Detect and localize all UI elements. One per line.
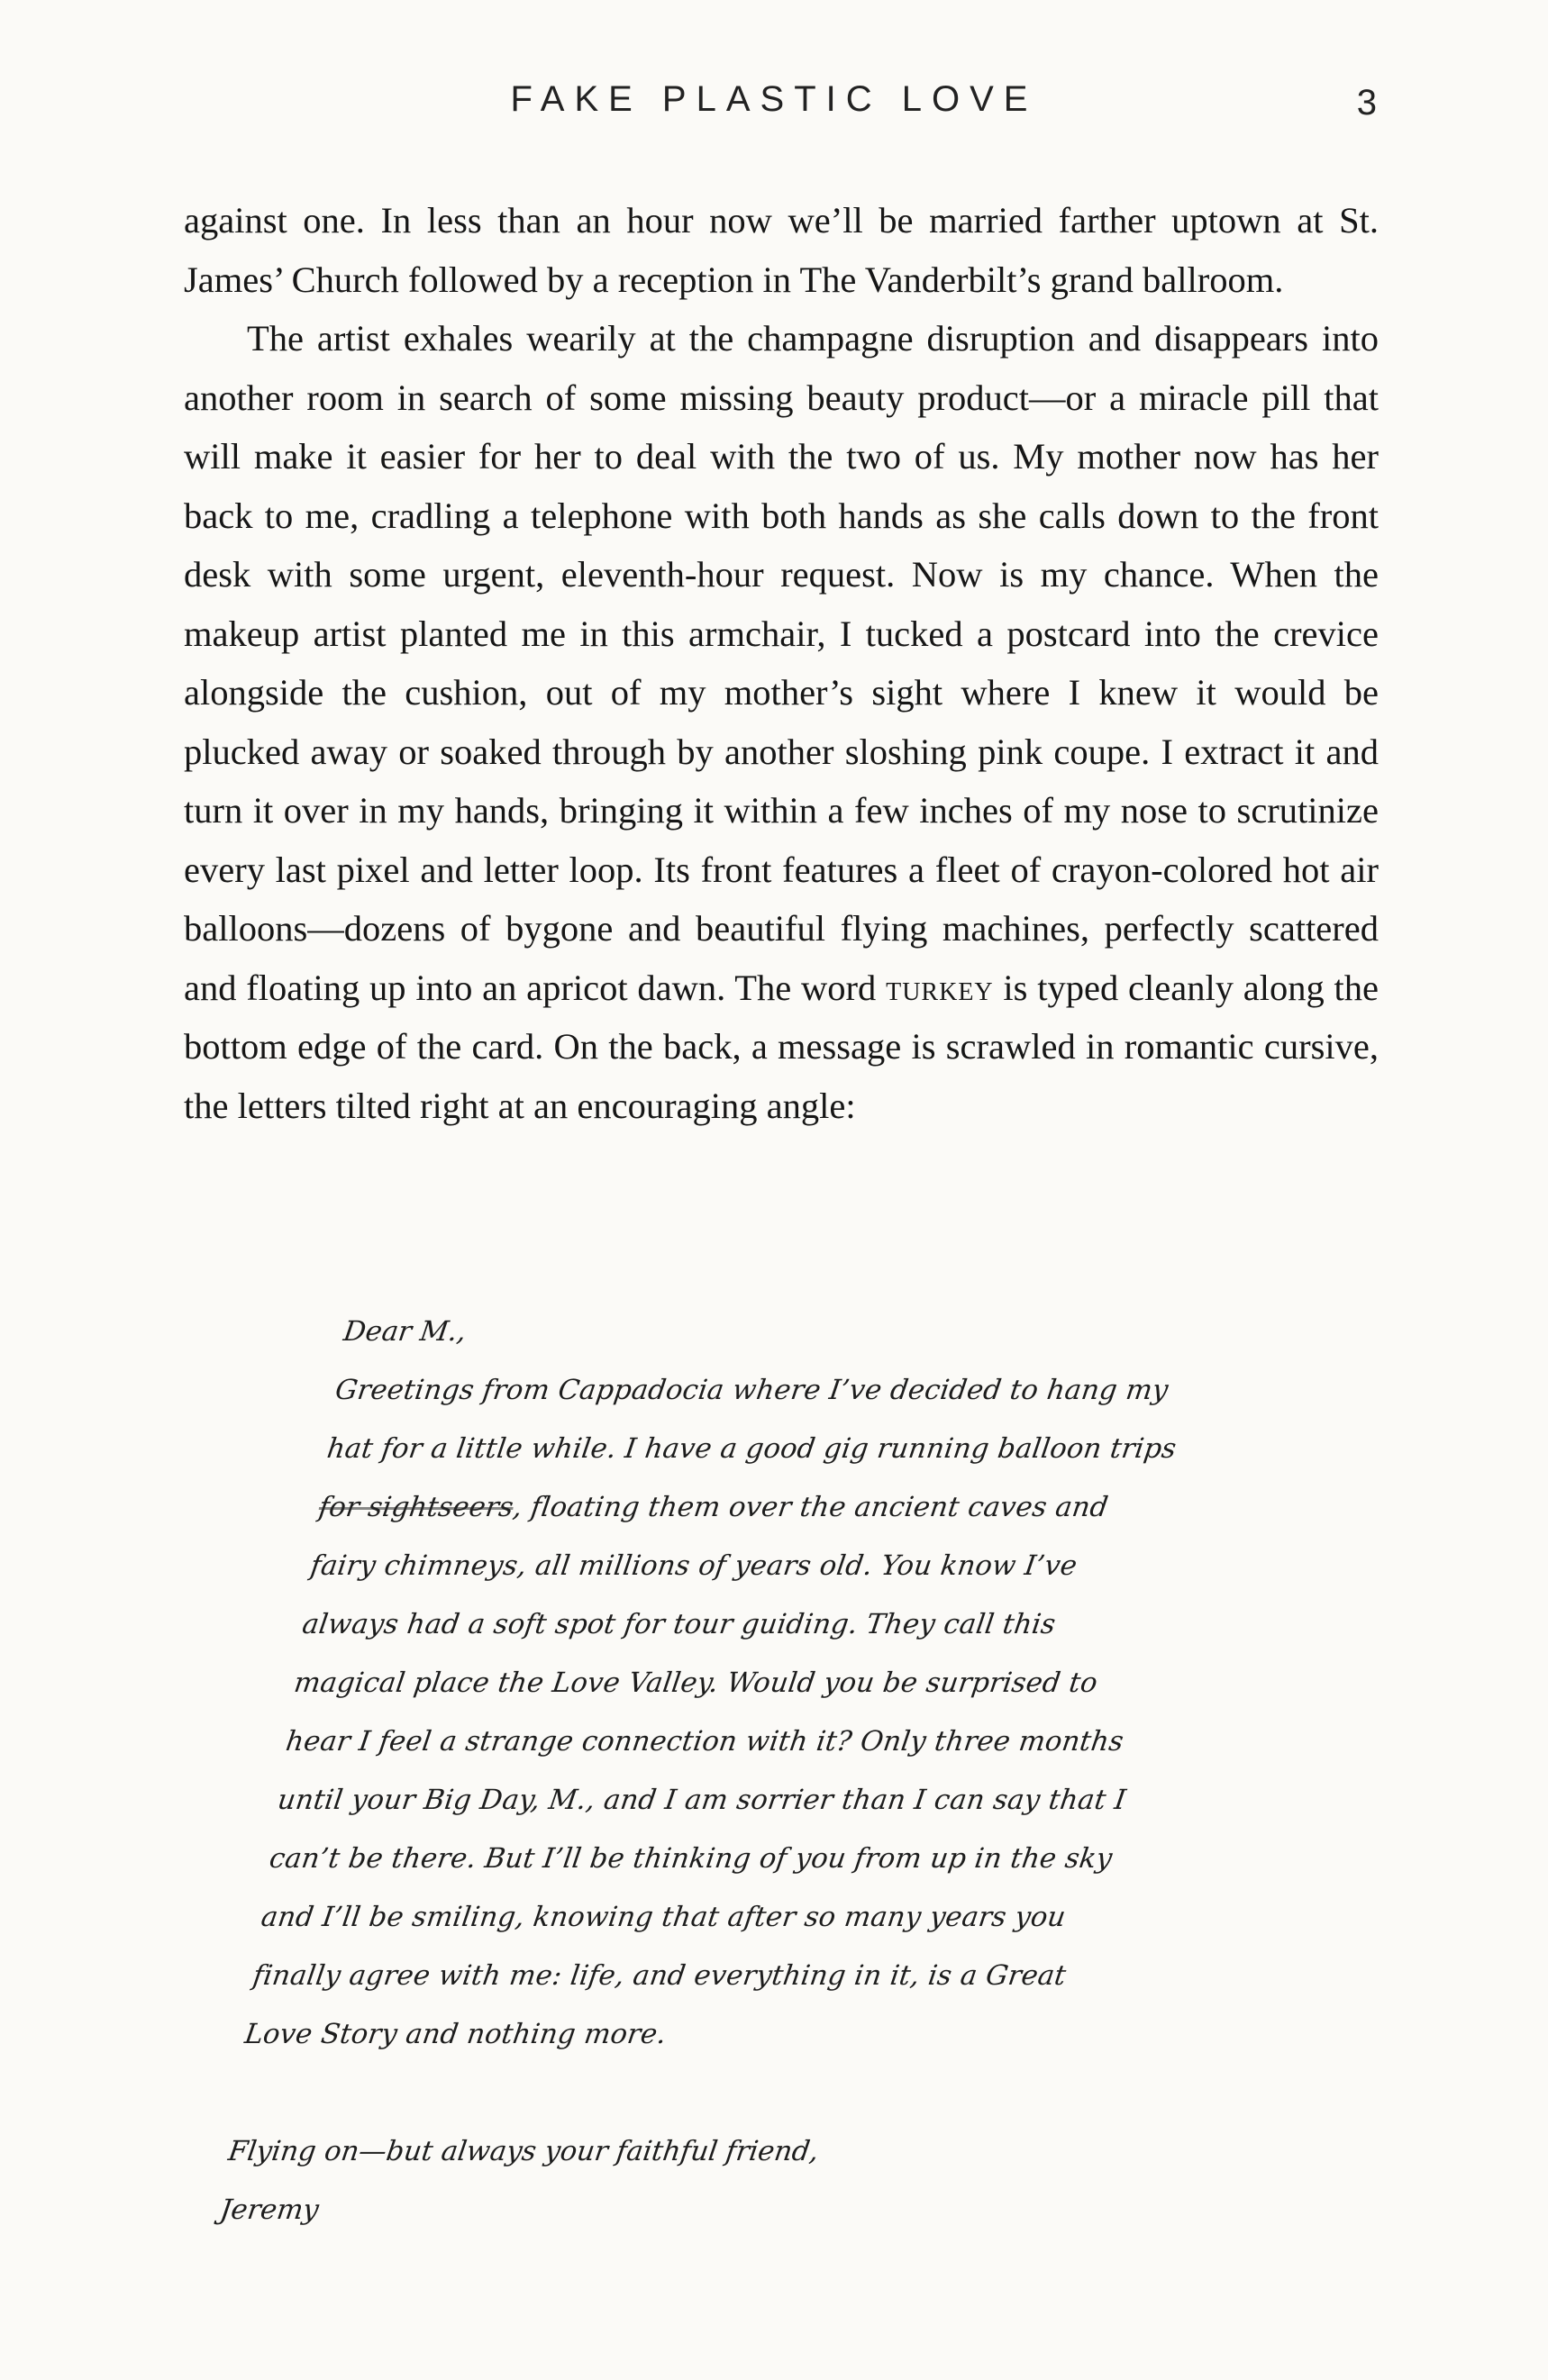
paragraph-2-text-b: is typed cleanly along the bottom edge of the card. On the back, a message is scrawled in romantic cursive, the letters tilted right at an encouraging angle:: [184, 967, 1379, 1126]
letter-message-text-a: Greetings from Cappadocia where I’ve decided to hang my hat for a little while. I have a good gig running balloon trips: [324, 1375, 1179, 1465]
paragraph-2-text-a: The artist exhales wearily at the champagne disruption and disappears into another room in search of some missing beauty product—or a miracle pill that will make it easier for her to deal with the two of us. My mother now has her back to me, cradling a telephone with both hands as she calls down to the front desk with some urgent, eleventh-hour request. Now is my chance. When the makeup artist planted me in this armchair, I tucked a postcard into the crevice alongside the cushion, out of my mother’s sight where I knew it would be plucked away or soaked through by another sloshing pink coupe. I extract it and turn it over in my hands, bringing it within a few inches of my nose to scrutinize every last pixel and letter loop. Its front features a fleet of crayon-colored hot air balloons—dozens of bygone and beautiful flying machines, perfectly scattered and floating up into an apricot dawn. The word: [184, 318, 1379, 1008]
letter-message-text-b: , floating them over the ancient caves and fairy chimneys, all millions of years old. You know I’ve always had a soft spot for tour guiding. They call this magical place the Love Valley. Would you be surprised to hear I feel a strange connection with it? Only three months until your Big Day, M., and I am sorrier than I can say that I can’t be there. But I’ll be thinking of you from up in the sky and I’ll be smiling, knowing that after so many years you finally agree with me: life, and everything in it, is a Great Love Story and nothing more.: [242, 1492, 1128, 2050]
page-number: 3: [1356, 83, 1377, 123]
letter-message: [241, 1361, 1200, 2064]
paragraph-1: [184, 191, 1379, 309]
running-head: [0, 79, 1548, 133]
letter-struck-word: for sightseers: [316, 1492, 516, 1523]
running-title: FAKE PLASTIC LOVE: [510, 79, 1038, 119]
letter-closing: Flying on—but always your faithful friend,: [226, 2136, 821, 2167]
postcard-letter: [216, 1303, 1208, 2239]
body-text: [184, 191, 1379, 1135]
letter-salutation: Dear M.,: [341, 1316, 469, 1348]
paragraph-2-smallcaps-word: turkey: [886, 967, 994, 1008]
paragraph-1-text: against one. In less than an hour now we’ll be married farther uptown at St. James’ Church followed by a reception in The Vanderbilt’s grand ballroom.: [184, 200, 1379, 300]
paragraph-2: [184, 309, 1379, 1135]
letter-signature: Jeremy: [217, 2194, 321, 2226]
